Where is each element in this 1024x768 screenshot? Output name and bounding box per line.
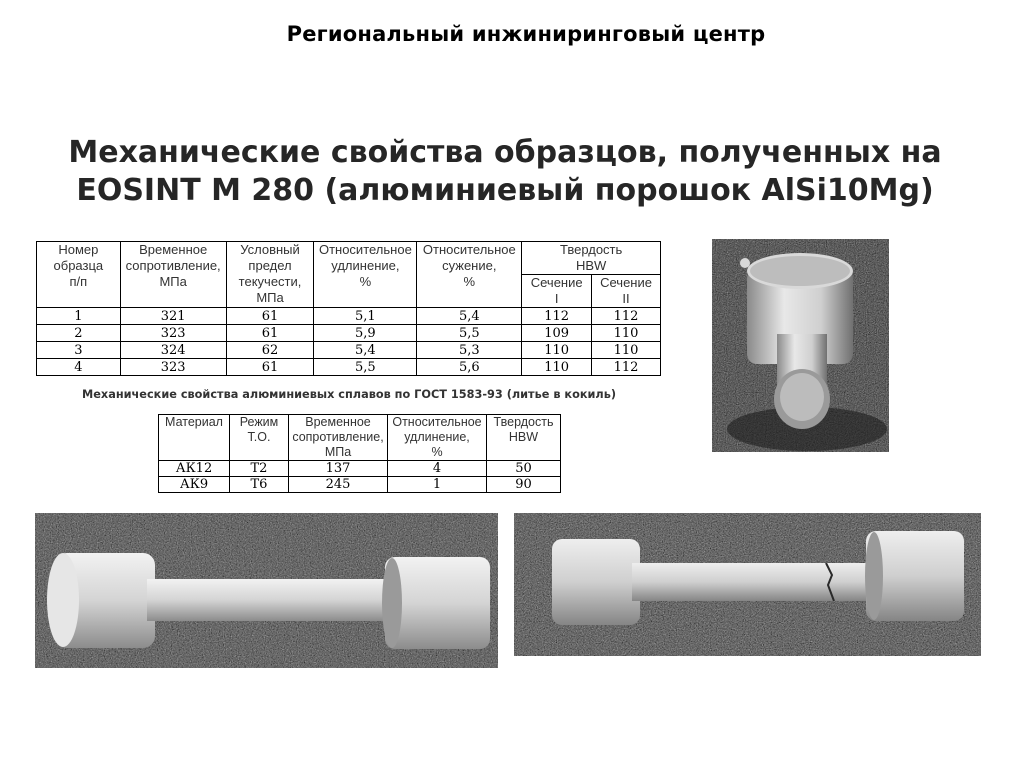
header-line: Относительное: [318, 242, 412, 257]
header-line: Твердость: [559, 242, 623, 257]
header-line: %: [463, 274, 476, 289]
header-line: текучести,: [238, 274, 302, 289]
page-title: [40, 134, 970, 210]
table-cell: 61: [226, 359, 314, 376]
col-header-tensile: [120, 242, 226, 308]
table-cell: 5,4: [314, 342, 417, 359]
table-cell: Т2: [230, 461, 289, 477]
properties-table-body: [37, 308, 661, 376]
table-cell: 62: [226, 342, 314, 359]
table-cell: 110: [522, 342, 592, 359]
header-line: Относительное: [422, 242, 516, 257]
gost-table: [158, 414, 561, 493]
table-cell: 5,9: [314, 325, 417, 342]
header-line: сопротивление,: [292, 430, 384, 444]
table-cell: 137: [289, 461, 388, 477]
header-line: сужение,: [442, 258, 497, 273]
table-cell: 3: [37, 342, 121, 359]
table-row: [159, 477, 561, 493]
table-cell: 110: [592, 325, 661, 342]
table-cell: 50: [487, 461, 561, 477]
specimen-intact-photo: [35, 513, 498, 668]
header-line: Твердость: [493, 415, 554, 429]
table-cell: 4: [37, 359, 121, 376]
table-cell: 5,3: [417, 342, 522, 359]
table-cell: 110: [592, 342, 661, 359]
header-line: Временное: [139, 242, 208, 257]
table-cell: 112: [592, 359, 661, 376]
table-cell: АК9: [159, 477, 230, 493]
header-line: сопротивление,: [125, 258, 221, 273]
header-line: HBW: [508, 430, 539, 444]
table-cell: 321: [120, 308, 226, 325]
table-cell: 245: [289, 477, 388, 493]
title-line-1: Механические свойства образцов, полученных на: [68, 135, 942, 170]
header-line: Временное: [305, 415, 371, 429]
col-header-mode: [230, 415, 289, 461]
header-line: Сечение: [600, 275, 652, 290]
table-cell: 61: [226, 325, 314, 342]
col-header-reduction: [417, 242, 522, 308]
col-header-section-1: [522, 275, 592, 308]
table-cell: 109: [522, 325, 592, 342]
header-line: Режим: [239, 415, 279, 429]
table-row: [159, 461, 561, 477]
table-cell: 5,4: [417, 308, 522, 325]
header-line: удлинение,: [404, 430, 470, 444]
header-line: %: [359, 274, 372, 289]
table-cell: 112: [592, 308, 661, 325]
col-header-yield: [226, 242, 314, 308]
table-cell: 1: [388, 477, 487, 493]
table-cell: 5,6: [417, 359, 522, 376]
col-header-section-2: [592, 275, 661, 308]
table-cell: 90: [487, 477, 561, 493]
col-header-material: [159, 415, 230, 461]
title-line-2: EOSINT M 280 (алюминиевый порошок AlSi10Mg): [76, 173, 934, 208]
table-cell: 5,5: [314, 359, 417, 376]
header-line: МПа: [324, 445, 352, 459]
specimen-fracture-photo: [712, 239, 889, 452]
header-line: Условный: [240, 242, 300, 257]
header-line: МПа: [256, 290, 284, 305]
table-cell: 2: [37, 325, 121, 342]
table-cell: 323: [120, 325, 226, 342]
table-cell: 5,1: [314, 308, 417, 325]
header-line: Материал: [165, 415, 223, 429]
table-cell: АК12: [159, 461, 230, 477]
header-line: II: [622, 291, 630, 306]
gost-table-body: [159, 461, 561, 493]
header-line: образца: [53, 258, 104, 273]
col-header-hardness: [522, 242, 661, 275]
col-header-hardness-2: [487, 415, 561, 461]
gost-caption: Механические свойства алюминиевых сплавов по ГОСТ 1583-93 (литье в кокиль): [82, 388, 617, 401]
table-cell: 4: [388, 461, 487, 477]
table-cell: Т6: [230, 477, 289, 493]
header-line: Относительное: [392, 415, 482, 429]
col-header-num: [37, 242, 121, 308]
specimen-broken-photo: [514, 513, 981, 656]
header-line: МПа: [159, 274, 187, 289]
properties-table: [36, 241, 661, 376]
table-cell: 324: [120, 342, 226, 359]
table-row: [37, 308, 661, 325]
header-line: Номер: [58, 242, 99, 257]
header-line: предел: [248, 258, 292, 273]
table-row: [37, 342, 661, 359]
table-cell: 5,5: [417, 325, 522, 342]
table-cell: 110: [522, 359, 592, 376]
table-cell: 112: [522, 308, 592, 325]
header-line: I: [554, 291, 559, 306]
header-line: HBW: [575, 258, 607, 273]
header-line: п/п: [69, 274, 88, 289]
table-cell: 1: [37, 308, 121, 325]
col-header-elongation: [314, 242, 417, 308]
header-line: удлинение,: [331, 258, 400, 273]
table-cell: 61: [226, 308, 314, 325]
table-row: [37, 325, 661, 342]
header-line: Т.О.: [247, 430, 271, 444]
col-header-elongation-2: [388, 415, 487, 461]
col-header-tensile-2: [289, 415, 388, 461]
table-cell: 323: [120, 359, 226, 376]
table-row: [37, 359, 661, 376]
page-header: Региональный инжиниринговый центр: [286, 22, 766, 46]
header-line: Сечение: [530, 275, 583, 290]
header-line: %: [431, 445, 443, 459]
